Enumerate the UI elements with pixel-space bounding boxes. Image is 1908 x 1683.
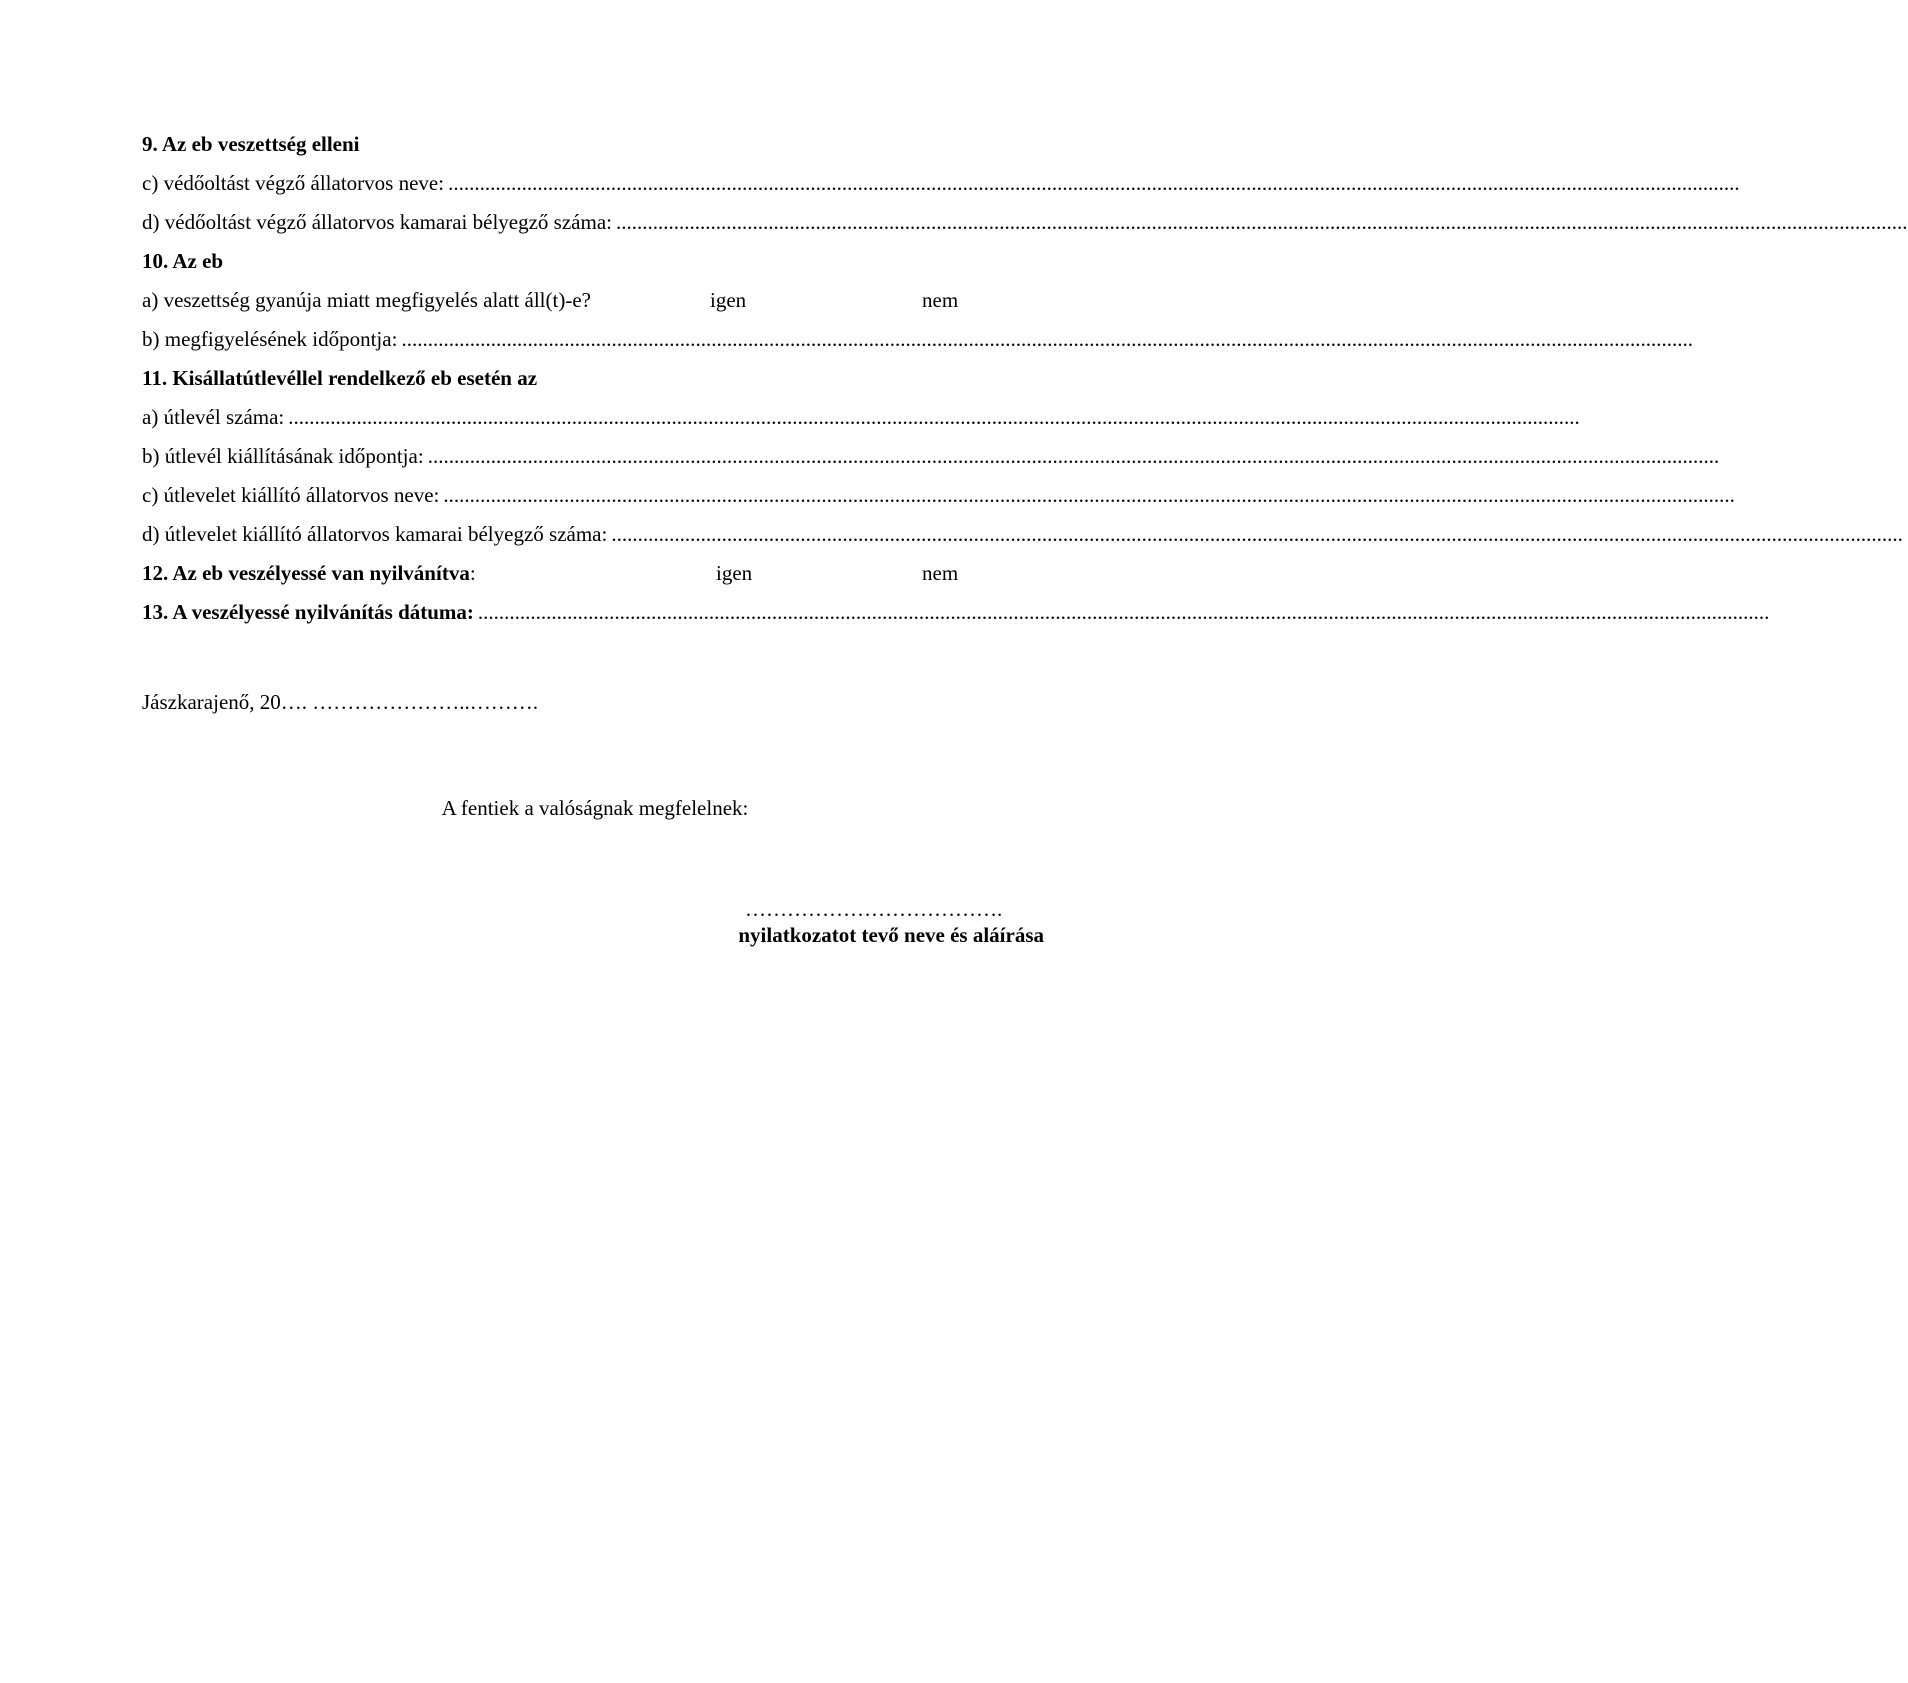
section-10b-label: b) megfigyelésének időpontja: [142, 327, 398, 351]
section-11c-dots: ...................................................................................................................................................................................................................................................... [443, 483, 1735, 507]
section-10b-field [142, 326, 1693, 352]
section-10a-yes-option: igen [710, 288, 747, 312]
section-10-heading: 10. Az eb [142, 249, 224, 273]
section-11b-field [142, 443, 1720, 469]
section-12-yes-option: igen [716, 561, 753, 585]
section-10a-label: a) veszettség gyanúja miatt megfigyelés alatt áll(t)-e? [142, 288, 591, 312]
section-13-field [142, 599, 1770, 625]
section-12-question [142, 560, 1044, 586]
section-9c-field [142, 170, 1740, 196]
section-12-colon: : [469, 561, 476, 585]
declaration-text: A fentiek a valóságnak megfelelnek: [441, 796, 749, 820]
section-11c-label: c) útlevelet kiállító állatorvos neve: [142, 483, 440, 507]
section-11d-field [142, 521, 1903, 547]
section-9d-dots: ...................................................................................................................................................................................................................................................... [616, 210, 1908, 234]
section-10a-no-option: nem [922, 288, 959, 312]
section-11a-label: a) útlevél száma: [142, 405, 285, 429]
section-9c-label: c) védőoltást végző állatorvos neve: [142, 171, 445, 195]
section-11a-dots: ...................................................................................................................................................................................................................................................... [288, 405, 1580, 429]
section-11d-dots: ...................................................................................................................................................................................................................................................... [611, 522, 1903, 546]
section-12-heading: 12. Az eb veszélyessé van nyilvánítva [142, 561, 470, 585]
section-9d-field [142, 209, 1908, 235]
section-11b-dots: ...................................................................................................................................................................................................................................................... [427, 444, 1720, 468]
section-11c-field [142, 482, 1735, 508]
section-13-heading: 13. A veszélyessé nyilvánítás dátuma: [142, 600, 474, 624]
section-9d-label: d) védőoltást végző állatorvos kamarai bélyegző száma: [142, 210, 612, 234]
signature-label: nyilatkozatot tevő neve és aláírása [738, 923, 1044, 947]
section-12-no-option: nem [922, 561, 959, 585]
section-13-dots: ...................................................................................................................................................................................................................................................... [477, 600, 1770, 624]
place-date: Jászkarajenő, 20…. …………………..………. [142, 690, 539, 714]
signature-line: ………………………………. [745, 897, 1003, 921]
section-10b-dots: ...................................................................................................................................................................................................................................................... [401, 327, 1693, 351]
section-9-heading: 9. Az eb veszettség elleni [142, 132, 360, 156]
section-9c-dots: ...................................................................................................................................................................................................................................................... [448, 171, 1740, 195]
section-11a-field [142, 404, 1580, 430]
section-11b-label: b) útlevél kiállításának időpontja: [142, 444, 424, 468]
section-11d-label: d) útlevelet kiállító állatorvos kamarai bélyegző száma: [142, 522, 608, 546]
section-11-heading: 11. Kisállatútlevéllel rendelkező eb esetén az [142, 366, 538, 390]
